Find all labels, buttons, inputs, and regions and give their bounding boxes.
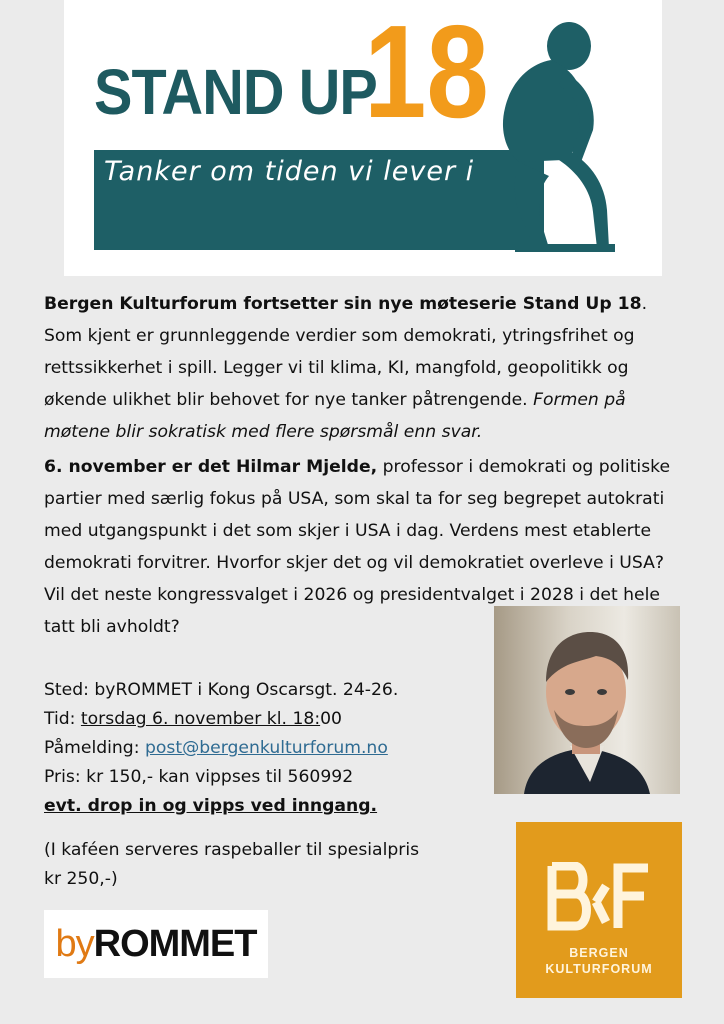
intro-paragraph: [44, 288, 680, 448]
intro-italic: Formen på møtene blir sokratisk med flere spørsmål enn svar.: [44, 390, 626, 442]
banner-tagline: Tanker om tiden vi lever i: [104, 156, 475, 187]
signup-email-link[interactable]: post@bergenkulturforum.no: [144, 738, 388, 758]
byrommet-logo-by: by: [55, 922, 94, 965]
event-time: [44, 705, 484, 734]
byrommet-logo: [44, 910, 268, 978]
bkf-monogram-icon: [546, 862, 652, 932]
banner-number: 18: [364, 0, 489, 145]
intro-heading: Bergen Kulturforum fortsetter sin nye møteserie Stand Up 18: [44, 294, 642, 314]
byrommet-logo-rommet: ROMMET: [93, 922, 257, 965]
cafe-note-line1: (I kaféen serveres raspeballer til spesialpris: [44, 840, 420, 860]
thinker-statue-icon: [459, 12, 619, 252]
stand-up-18-banner: [64, 0, 662, 276]
speaker-heading: 6. november er det Hilmar Mjelde,: [44, 457, 378, 477]
speaker-portrait-icon: [494, 606, 680, 794]
banner-title: STAND UP: [94, 56, 377, 128]
cafe-note: [44, 836, 484, 894]
time-tail: 00: [320, 709, 342, 729]
cafe-note-line2: kr 250,-): [44, 869, 118, 889]
bergen-kulturforum-logo: [516, 822, 682, 998]
event-place: Sted: byROMMET i Kong Oscarsgt. 24-26.: [44, 680, 399, 700]
event-drop-in: evt. drop in og vipps ved inngang.: [44, 796, 378, 816]
time-value: torsdag 6. november kl. 18:: [80, 709, 321, 729]
intro-body: Som kjent er grunnleggende verdier som demokrati, ytringsfrihet og rettssikkerhet i spill. Legger vi til klima, KI, mangfold, geopolitikk og økende ulikhet blir behovet for nye tanker påtrengende.: [44, 326, 635, 410]
bkf-logo-line2: KULTURFORUM: [545, 962, 653, 976]
speaker-photo: [494, 606, 680, 794]
time-label: Tid:: [44, 709, 81, 729]
speaker-body: professor i demokrati og politiske partier med særlig fokus på USA, som skal ta for seg begrepet autokrati med utgangspunkt i det som skjer i USA i dag. Verdens mest etablerte demokrati forvitrer. Hvorfor skjer det og vil demokratiet overleve i USA? Vil det neste kongressvalget i 2026 og presidentvalget i 2028 i det hele tatt bli avholdt?: [44, 457, 671, 637]
signup-label: Påmelding:: [44, 738, 145, 758]
bkf-logo-line1: BERGEN: [569, 946, 629, 960]
event-price: Pris: kr 150,- kan vippses til 560992: [44, 767, 354, 787]
intro-dot: .: [641, 294, 648, 314]
event-signup: [44, 734, 484, 763]
event-details: [44, 676, 484, 821]
